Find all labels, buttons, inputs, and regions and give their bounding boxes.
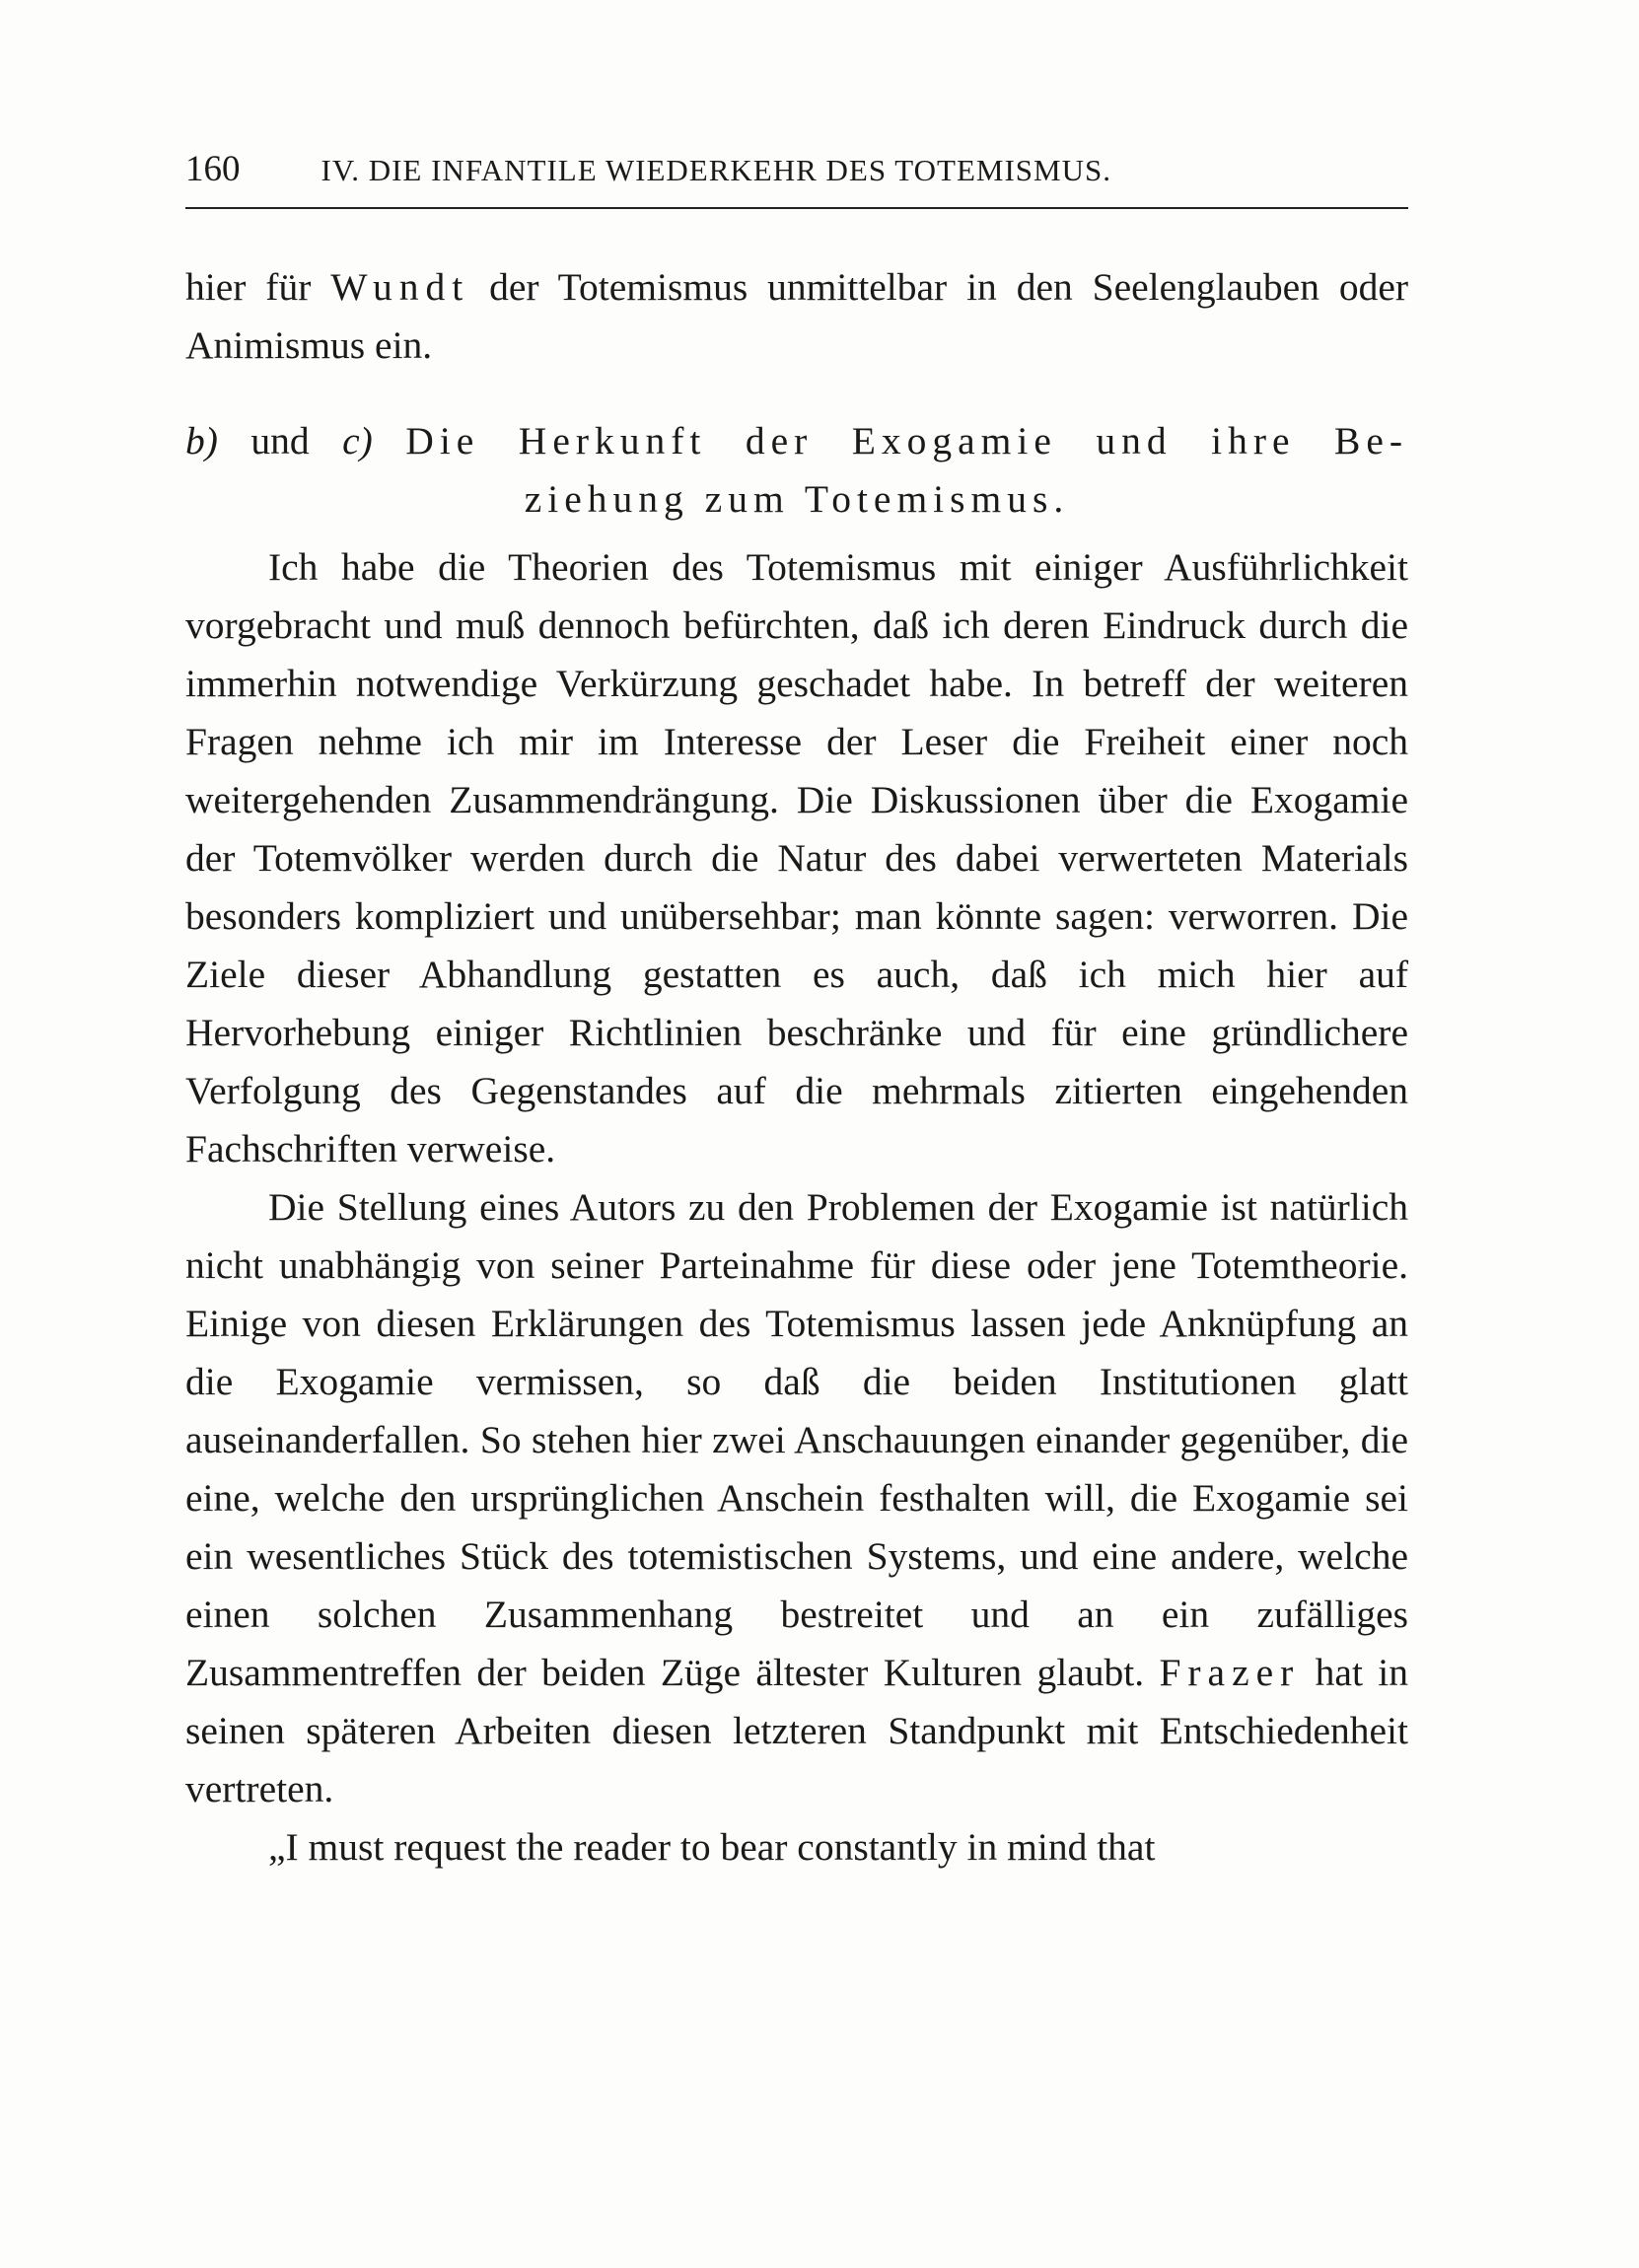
paragraph-exogamy: Die Stellung eines Autors zu den Problemen der Exogamie ist natürlich nicht unabhängig von seiner Parteinahme für diese oder jene Totemtheorie. Einige von diesen Erklärungen des Totemismus lassen jede Anknüpfung an die Exogamie vermissen, so daß die beiden Institutionen glatt auseinanderfallen. So stehen hier zwei Anschauungen einander gegenüber, die eine, welche den ursprünglichen Anschein festhalten will, die Exogamie sei ein wesentliches Stück des totemistischen Systems, und eine andere, welche einen solchen Zusammenhang bestreitet und an ein zufälliges Zusammentreffen der beiden Züge ältester Kulturen glaubt. Frazer hat in seinen späteren Arbeiten diesen letzteren Standpunkt mit Entschiedenheit vertreten. (185, 1185, 1408, 1810)
section-conjunction: und (250, 419, 310, 462)
paragraph-theories: Ich habe die Theorien des Totemismus mit einiger Ausführlichkeit vorgebracht und muß dennoch befürchten, daß ich deren Eindruck durch die immerhin notwendige Verkürzung geschadet habe. In betreff der weiteren Fragen nehme ich mir im Interesse der Leser die Freiheit einer noch weitergehenden Zusammendrängung. Die Diskussionen über die Exogamie der Totemvölker werden durch die Natur des dabei verwerteten Materials besonders kompliziert und unübersehbar; man könnte sagen: verworren. Die Ziele dieser Abhandlung gestatten es auch, daß ich mich hier auf Hervorhebung einiger Richtlinien beschränke und für eine gründlichere Verfolgung des Gegenstandes auf die mehrmals zitierten eingehenden Fachschriften verweise. (185, 545, 1408, 1170)
author-name-frazer: Frazer (1159, 1651, 1301, 1694)
section-title-line2: ziehung zum Totemismus. (524, 477, 1070, 521)
author-name-wundt: Wundt (330, 265, 470, 309)
paragraph-quote: „I must request the reader to bear constantly in mind that (268, 1825, 1156, 1869)
section-label-c: c) (342, 419, 373, 462)
header-rule (185, 207, 1408, 209)
section-title-line1: Die Herkunft der Exogamie und ihre Be- (405, 419, 1409, 462)
paragraph-continued: hier für Wundt der Totemismus unmittelbar in den Seelenglauben oder Animismus ein. (185, 265, 1409, 367)
body-text (185, 258, 1408, 1877)
page-number: 160 (185, 149, 241, 189)
running-title: IV. DIE INFANTILE WIEDERKEHR DES TOTEMISMUS. (321, 153, 1111, 187)
running-header (185, 148, 1408, 197)
section-heading (185, 412, 1408, 529)
section-label-b: b) (185, 419, 218, 462)
